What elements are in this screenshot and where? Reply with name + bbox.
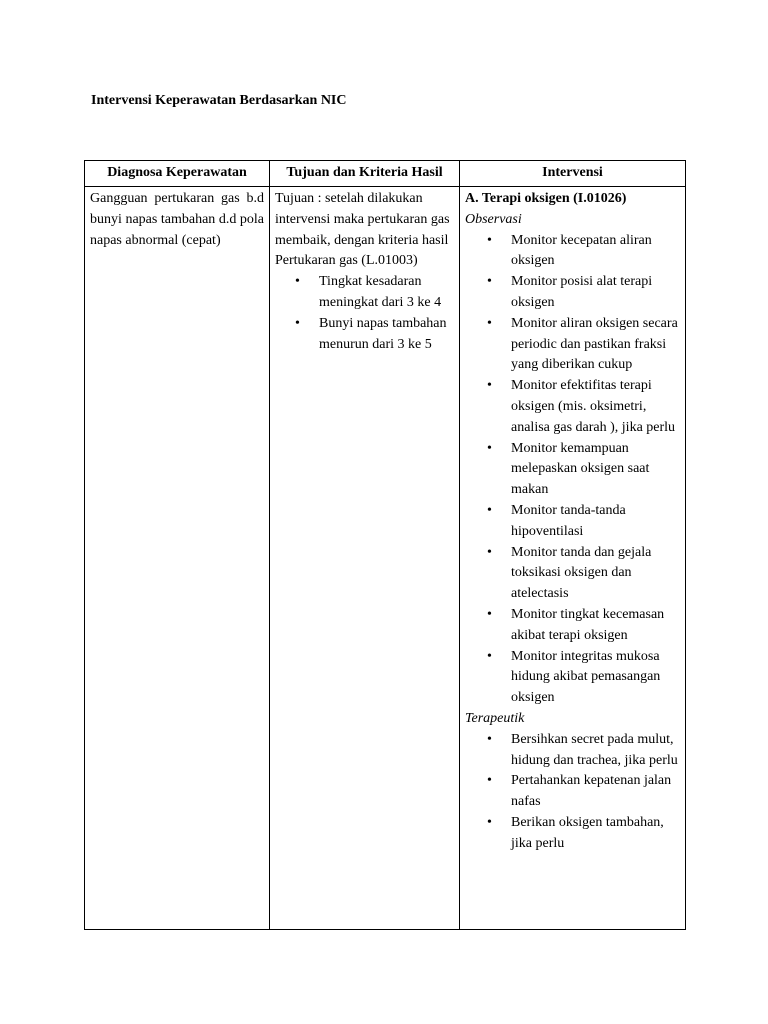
table-header-row xyxy=(85,161,686,187)
list-item: • Bunyi napas tambahan menurun dari 3 ke 5 xyxy=(295,315,447,352)
diagnosa-text: Gangguan pertukaran gas b.d bunyi napas tambahan d.d pola napas abnormal (cepat) xyxy=(90,191,264,248)
bullet-icon: • xyxy=(487,378,492,394)
bullet-icon: • xyxy=(487,773,492,789)
bullet-icon: • xyxy=(487,606,492,622)
bullet-icon: • xyxy=(487,648,492,664)
observasi-label: Observasi xyxy=(465,211,522,227)
list-item: • Monitor integritas mukosa hidung akibat pemasangan oksigen xyxy=(487,648,661,706)
list-item: • Monitor posisi alat terapi oksigen xyxy=(487,274,653,310)
bullet-icon: • xyxy=(295,315,300,331)
list-item: • Monitor kemampuan melepaskan oksigen saat makan xyxy=(487,440,650,498)
outcome-label: Pertukaran gas (L.01003) xyxy=(275,253,418,269)
header-diagnosa: Diagnosa Keperawatan xyxy=(85,161,270,187)
header-tujuan: Tujuan dan Kriteria Hasil xyxy=(270,161,460,187)
list-item: • Pertahankan kepatenan jalan nafas xyxy=(487,773,672,810)
list-item: • Monitor kecepatan aliran oksigen xyxy=(487,232,652,269)
bullet-icon: • xyxy=(487,544,492,560)
page-title: Intervensi Keperawatan Berdasarkan NIC xyxy=(91,93,347,108)
list-item: • Tingkat kesadaran meningkat dari 3 ke 4 xyxy=(295,274,442,310)
terapeutik-list xyxy=(465,730,680,855)
terapeutik-label: Terapeutik xyxy=(465,710,525,726)
bullet-icon: • xyxy=(487,440,492,456)
bullet-icon: • xyxy=(295,274,300,290)
bullet-icon: • xyxy=(487,502,492,518)
bullet-icon: • xyxy=(487,814,492,830)
list-item: • Monitor aliran oksigen secara periodic dan pastikan fraksi yang diberikan cukup xyxy=(487,315,678,373)
bullet-icon: • xyxy=(487,731,492,747)
intervensi-heading: A. Terapi oksigen (I.01026) xyxy=(465,191,627,206)
tujuan-cell xyxy=(270,187,460,930)
bullet-icon: • xyxy=(487,232,492,248)
list-item: • Monitor tanda-tanda hipoventilasi xyxy=(487,502,626,539)
list-item: • Monitor tingkat kecemasan akibat terapi oksigen xyxy=(487,606,665,643)
list-item: • Berikan oksigen tambahan, jika perlu xyxy=(487,814,664,851)
bullet-icon: • xyxy=(487,274,492,290)
bullet-icon: • xyxy=(487,315,492,331)
table-row xyxy=(85,187,686,930)
criteria-list xyxy=(275,272,454,355)
list-item: • Bersihkan secret pada mulut, hidung dan trachea, jika perlu xyxy=(487,731,678,768)
list-item: • Monitor efektifitas terapi oksigen (mis. oksimetri, analisa gas darah ), jika perlu xyxy=(487,378,676,435)
diagnosa-cell xyxy=(85,187,270,930)
list-item: • Monitor tanda dan gejala toksikasi oksigen dan atelectasis xyxy=(487,544,652,602)
observasi-list xyxy=(465,231,680,709)
intervensi-cell xyxy=(460,187,686,930)
intervention-table xyxy=(84,160,686,930)
header-intervensi: Intervensi xyxy=(460,161,686,187)
tujuan-text: Tujuan : setelah dilakukan intervensi maka pertukaran gas membaik, dengan kriteria hasil xyxy=(275,191,450,248)
